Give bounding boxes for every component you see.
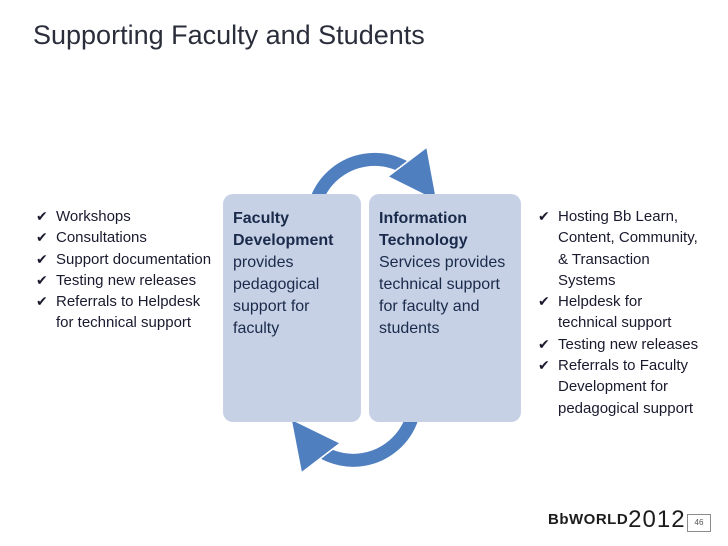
list-item: ✔ Hosting Bb Learn, Content, Community, & Transaction Systems <box>538 208 698 289</box>
checkmark-icon: ✔ <box>36 208 48 224</box>
checkmark-icon: ✔ <box>538 208 550 224</box>
checkmark-icon: ✔ <box>36 293 48 310</box>
faculty-development-description: provides pedagogical support for faculty <box>233 254 320 337</box>
list-item: ✔ Testing new releases <box>534 334 704 355</box>
information-technology-heading: Information Technology <box>379 210 468 249</box>
bbworld-logo: BbWORLD2012 <box>548 506 686 533</box>
list-item: ✔ Workshops <box>32 206 212 227</box>
faculty-development-heading: Faculty Development <box>233 210 334 249</box>
it-services-list <box>534 206 704 419</box>
faculty-development-panel <box>223 194 361 422</box>
slide-title: Supporting Faculty and Students <box>33 20 425 50</box>
checkmark-icon: ✔ <box>36 271 48 288</box>
checkmark-icon: ✔ <box>538 293 550 310</box>
checkmark-icon: ✔ <box>538 357 550 374</box>
information-technology-description: Services provides technical support for faculty and students <box>379 254 506 337</box>
checkmark-icon: ✔ <box>36 250 48 267</box>
list-item: ✔ Support documentation <box>32 249 212 270</box>
page-number: 46 <box>687 514 711 532</box>
checkmark-icon: ✔ <box>36 229 48 246</box>
list-item: ✔ Consultations <box>32 227 212 248</box>
list-item: ✔ Referrals to Faculty Development for pedagogical support <box>538 357 694 417</box>
list-item: ✔ Helpdesk for technical support <box>538 293 672 332</box>
list-item: ✔ Testing new releases <box>32 270 212 291</box>
list-item: ✔ Referrals to Helpdesk for technical support <box>36 293 201 332</box>
information-technology-panel <box>369 194 521 422</box>
checkmark-icon: ✔ <box>538 335 550 352</box>
